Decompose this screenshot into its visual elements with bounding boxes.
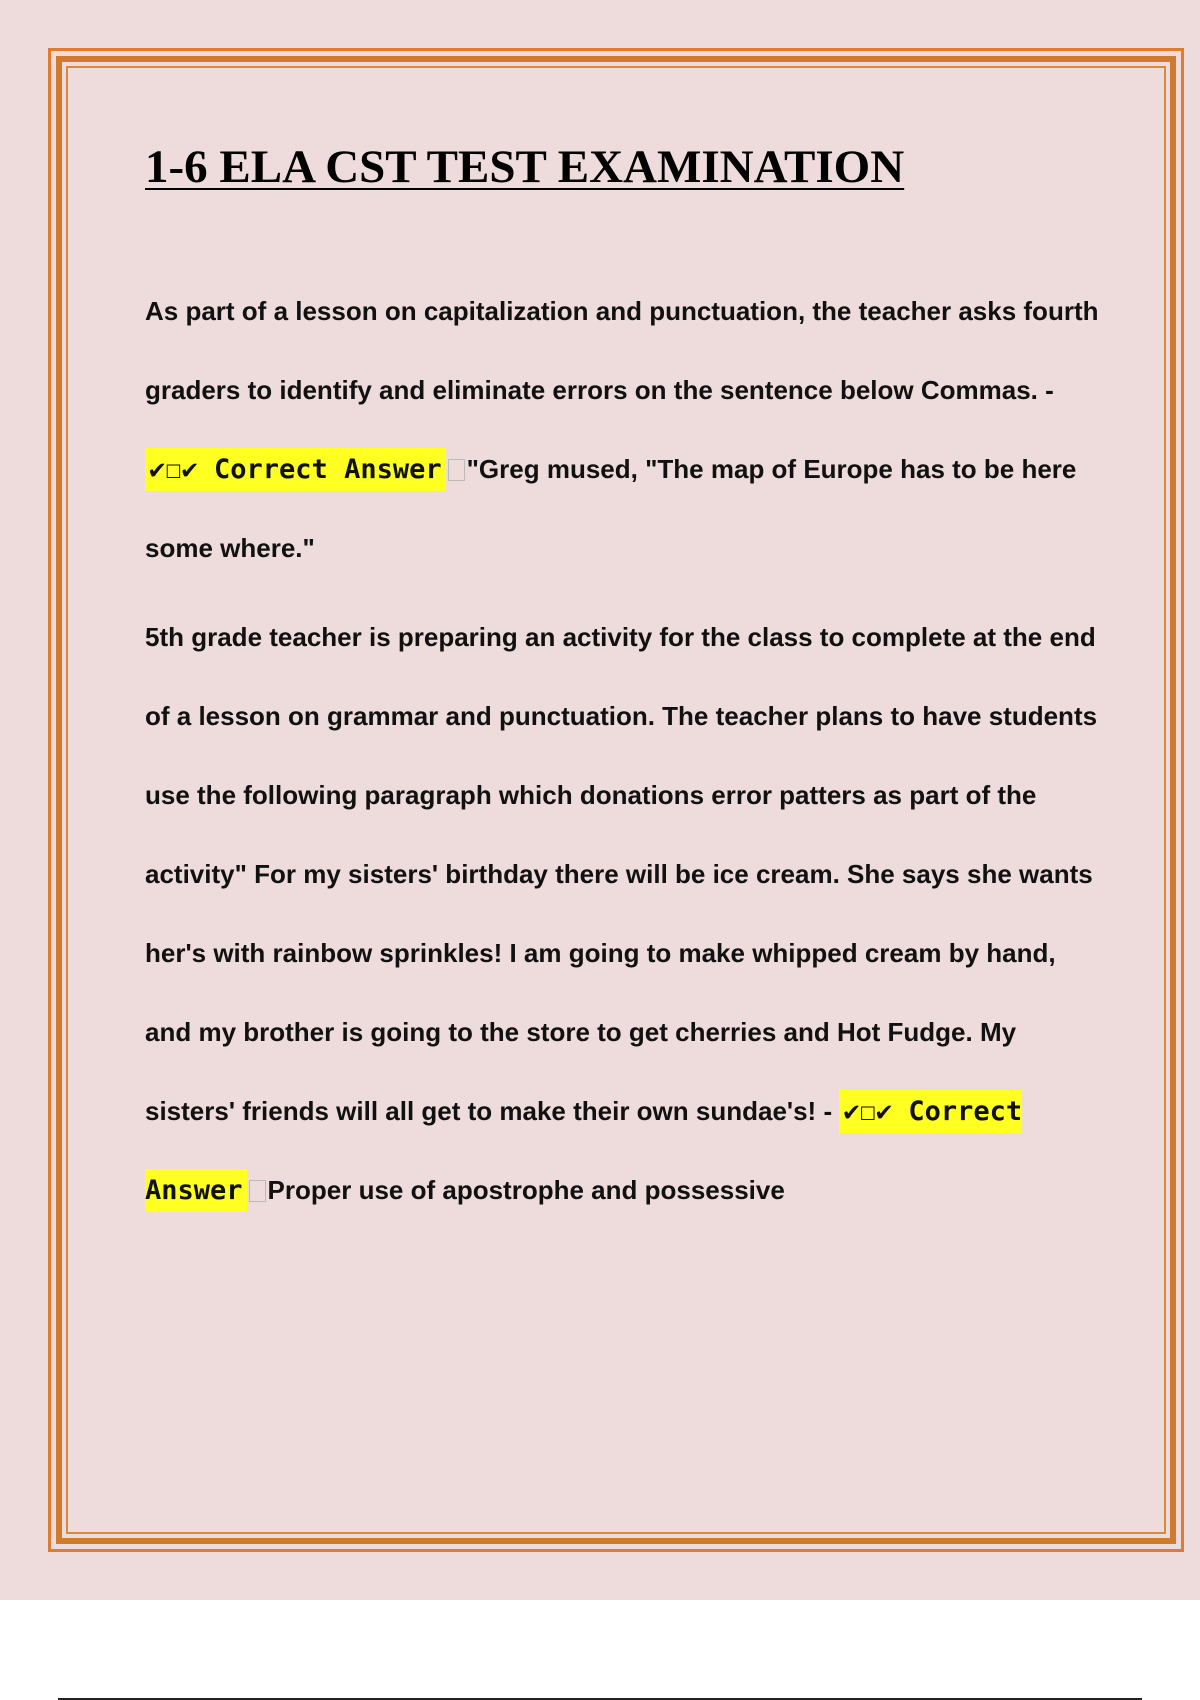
answer-text: "Greg mused, "The map of Europe has to be here some where.": [145, 454, 1077, 563]
answer-text: Proper use of apostrophe and possessive: [267, 1175, 785, 1205]
correct-answer-marker: ✔☐✔ Correct Answer: [145, 448, 446, 491]
question-answer-item: [145, 272, 1105, 588]
document-content: [145, 140, 1105, 1230]
missing-glyph-box-icon: [448, 459, 465, 481]
missing-glyph-box-icon: [249, 1180, 266, 1202]
document-title: 1-6 ELA CST TEST EXAMINATION: [145, 141, 905, 193]
correct-answer-marker: ✔☐✔ Correct Answer: [145, 1090, 1022, 1212]
question-text: As part of a lesson on capitalization and punctuation, the teacher asks fourth graders to identify and eliminate errors on the sentence below Commas. -: [145, 296, 1099, 405]
question-text: 5th grade teacher is preparing an activity for the class to complete at the end of a lesson on grammar and punctuation. The teacher plans to have students use the following paragraph which donations error patters as part of the activity" For my sisters' birthday there will be ice cream. She says she wants her's with rainbow sprinkles! I am going to make whipped cream by hand, and my brother is going to the store to get cherries and Hot Fudge. My sisters' friends will all get to make their own sundae's! -: [145, 622, 1098, 1126]
question-answer-item: [145, 598, 1105, 1230]
